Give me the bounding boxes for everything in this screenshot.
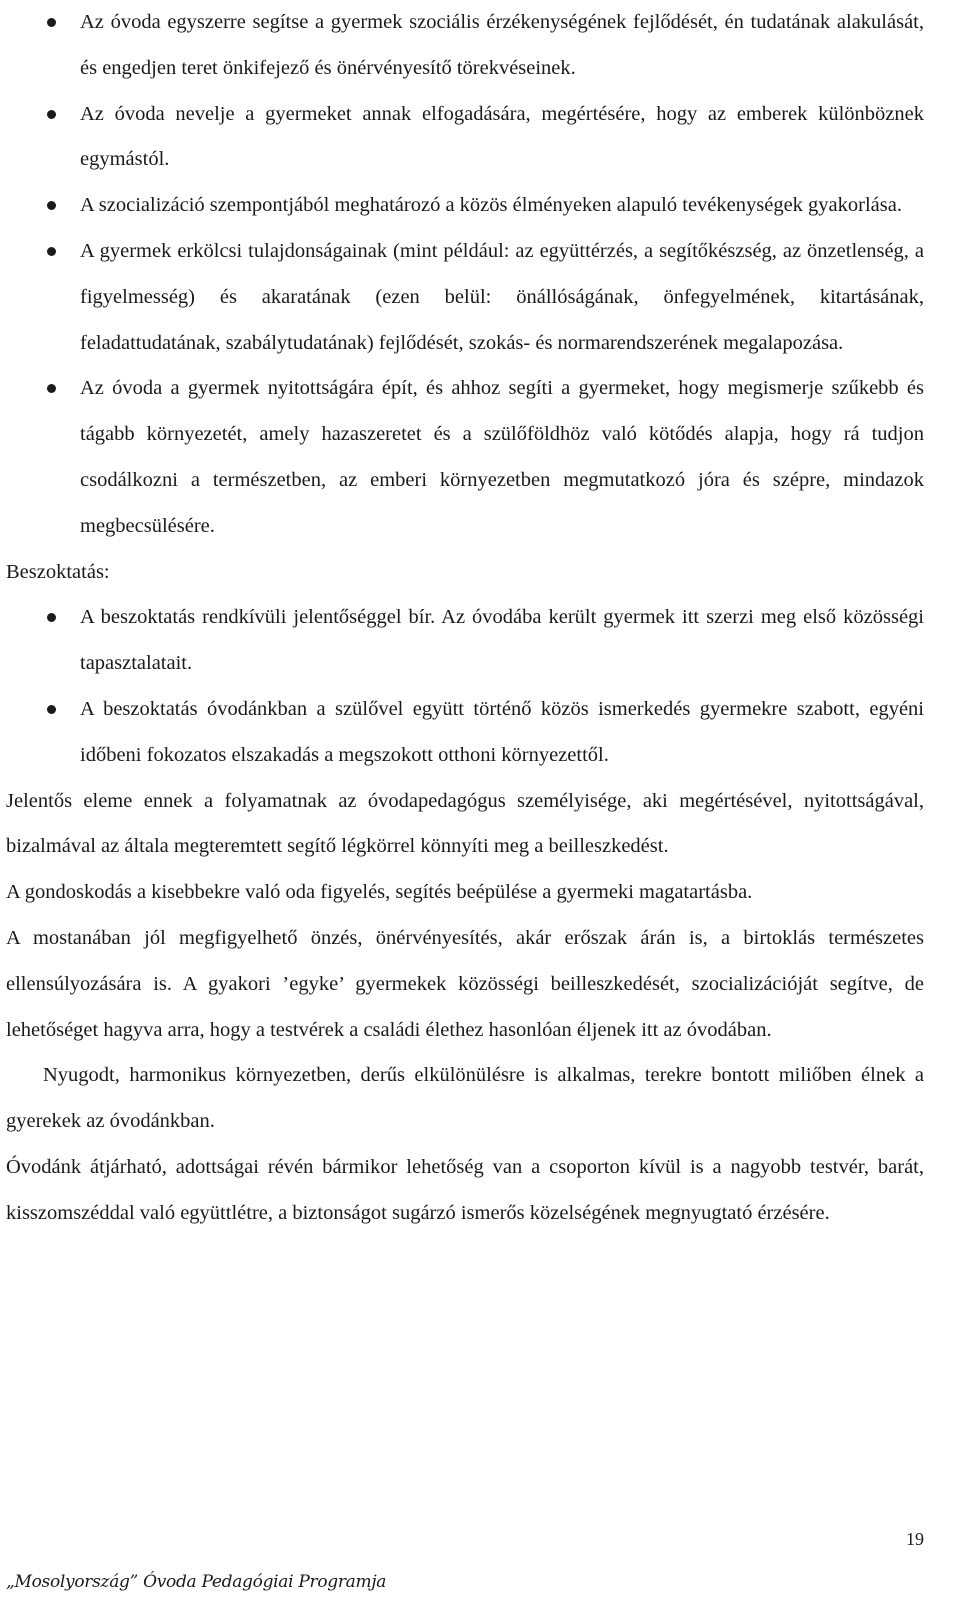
list-item: [6, 229, 924, 366]
paragraph: Jelentős eleme ennek a folyamatnak az óvodapedagógus személyisége, aki megértésével, nyitottságával, bizalmával az általa megteremtett segítő légkörrel könnyíti meg a beilleszkedést.: [6, 789, 924, 858]
paragraph: A gondoskodás a kisebbekre való oda figyelés, segítés beépülése a gyermeki magatartásba.: [6, 881, 753, 904]
bullet-dot-icon: [47, 613, 56, 622]
bullet-dot-icon: [47, 201, 56, 210]
page-content: [6, 0, 924, 1237]
paragraph: Óvodánk átjárható, adottságai révén bármikor lehetőség van a csoporton kívül is a nagyobb testvér, barát, kisszomszéddal való együttlétre, a biztonságot sugárzó ismerős közelségének megnyugtató érzésére.: [6, 1155, 924, 1224]
paragraph: A mostanában jól megfigyelhető önzés, önérvényesítés, akár erőszak árán is, a birtoklás természetes ellensúlyozására is. A gyakori ’egyke’ gyermekek közösségi beilleszkedését, szocializációját segítve, de lehetőséget hagyva arra, hogy a testvérek a családi élethez hasonlóan éljenek itt az óvodában.: [6, 926, 924, 1041]
page-number: 19: [906, 1529, 924, 1549]
list-item-text: Az óvoda egyszerre segítse a gyermek szociális érzékenységének fejlődését, én tudatának alakulását, és engedjen teret önkifejező és önérvényesítő törekvéseinek.: [80, 11, 924, 79]
paragraph: Nyugodt, harmonikus környezetben, derűs elkülönülésre is alkalmas, terekre bontott miliőben élnek a gyerekek az óvodánkban.: [6, 1064, 924, 1133]
bullet-list-social: [6, 0, 924, 550]
list-item: [6, 183, 924, 229]
list-item-text: A szocializáció szempontjából meghatározó a közös élményeken alapuló tevékenységek gyakorlása.: [80, 194, 902, 217]
list-item-text: Az óvoda a gyermek nyitottságára épít, és ahhoz segíti a gyermeket, hogy megismerje szűkebb és tágabb környezetét, amely hazaszeretet és a szülőföldhöz való kötődés alapja, hogy rá tudjon csodálkozni a természetben, az emberi környezetben megmutatkozó jóra és szépre, mindazok megbecsülésére.: [80, 377, 924, 537]
bullet-dot-icon: [47, 110, 56, 119]
list-item: [6, 595, 924, 687]
list-item: [6, 366, 924, 549]
list-item-text: A beszoktatás óvodánkban a szülővel együtt történő közös ismerkedés gyermekre szabott, egyéni időbeni fokozatos elszakadás a megszokott otthoni környezettől.: [80, 697, 924, 766]
bullet-dot-icon: [47, 247, 56, 256]
list-item-text: A beszoktatás rendkívüli jelentőséggel bír. Az óvodába került gyermek itt szerzi meg első közösségi tapasztalatait.: [80, 606, 924, 675]
section-heading-beszoktatas: Beszoktatás:: [6, 560, 110, 583]
list-item: [6, 92, 924, 184]
bullet-dot-icon: [47, 705, 56, 714]
bullet-dot-icon: [47, 18, 56, 27]
footer-title: „Mosolyország” Óvoda Pedagógiai Programja: [6, 1572, 387, 1592]
bullet-list-beszoktatas: [6, 595, 924, 778]
bullet-dot-icon: [47, 384, 56, 393]
list-item-text: A gyermek erkölcsi tulajdonságainak (mint például: az együttérzés, a segítőkészség, az önzetlenség, a figyelmesség) és akaratának (ezen belül: önállóságának, önfegyelmének, kitartásának, feladattudatának, szabálytudatának) fejlődését, szokás- és normarendszerének megalapozása.: [80, 239, 924, 354]
list-item-text: Az óvoda nevelje a gyermeket annak elfogadására, megértésére, hogy az emberek különböznek egymástól.: [80, 102, 924, 171]
list-item: [6, 687, 924, 779]
list-item: [6, 0, 924, 92]
